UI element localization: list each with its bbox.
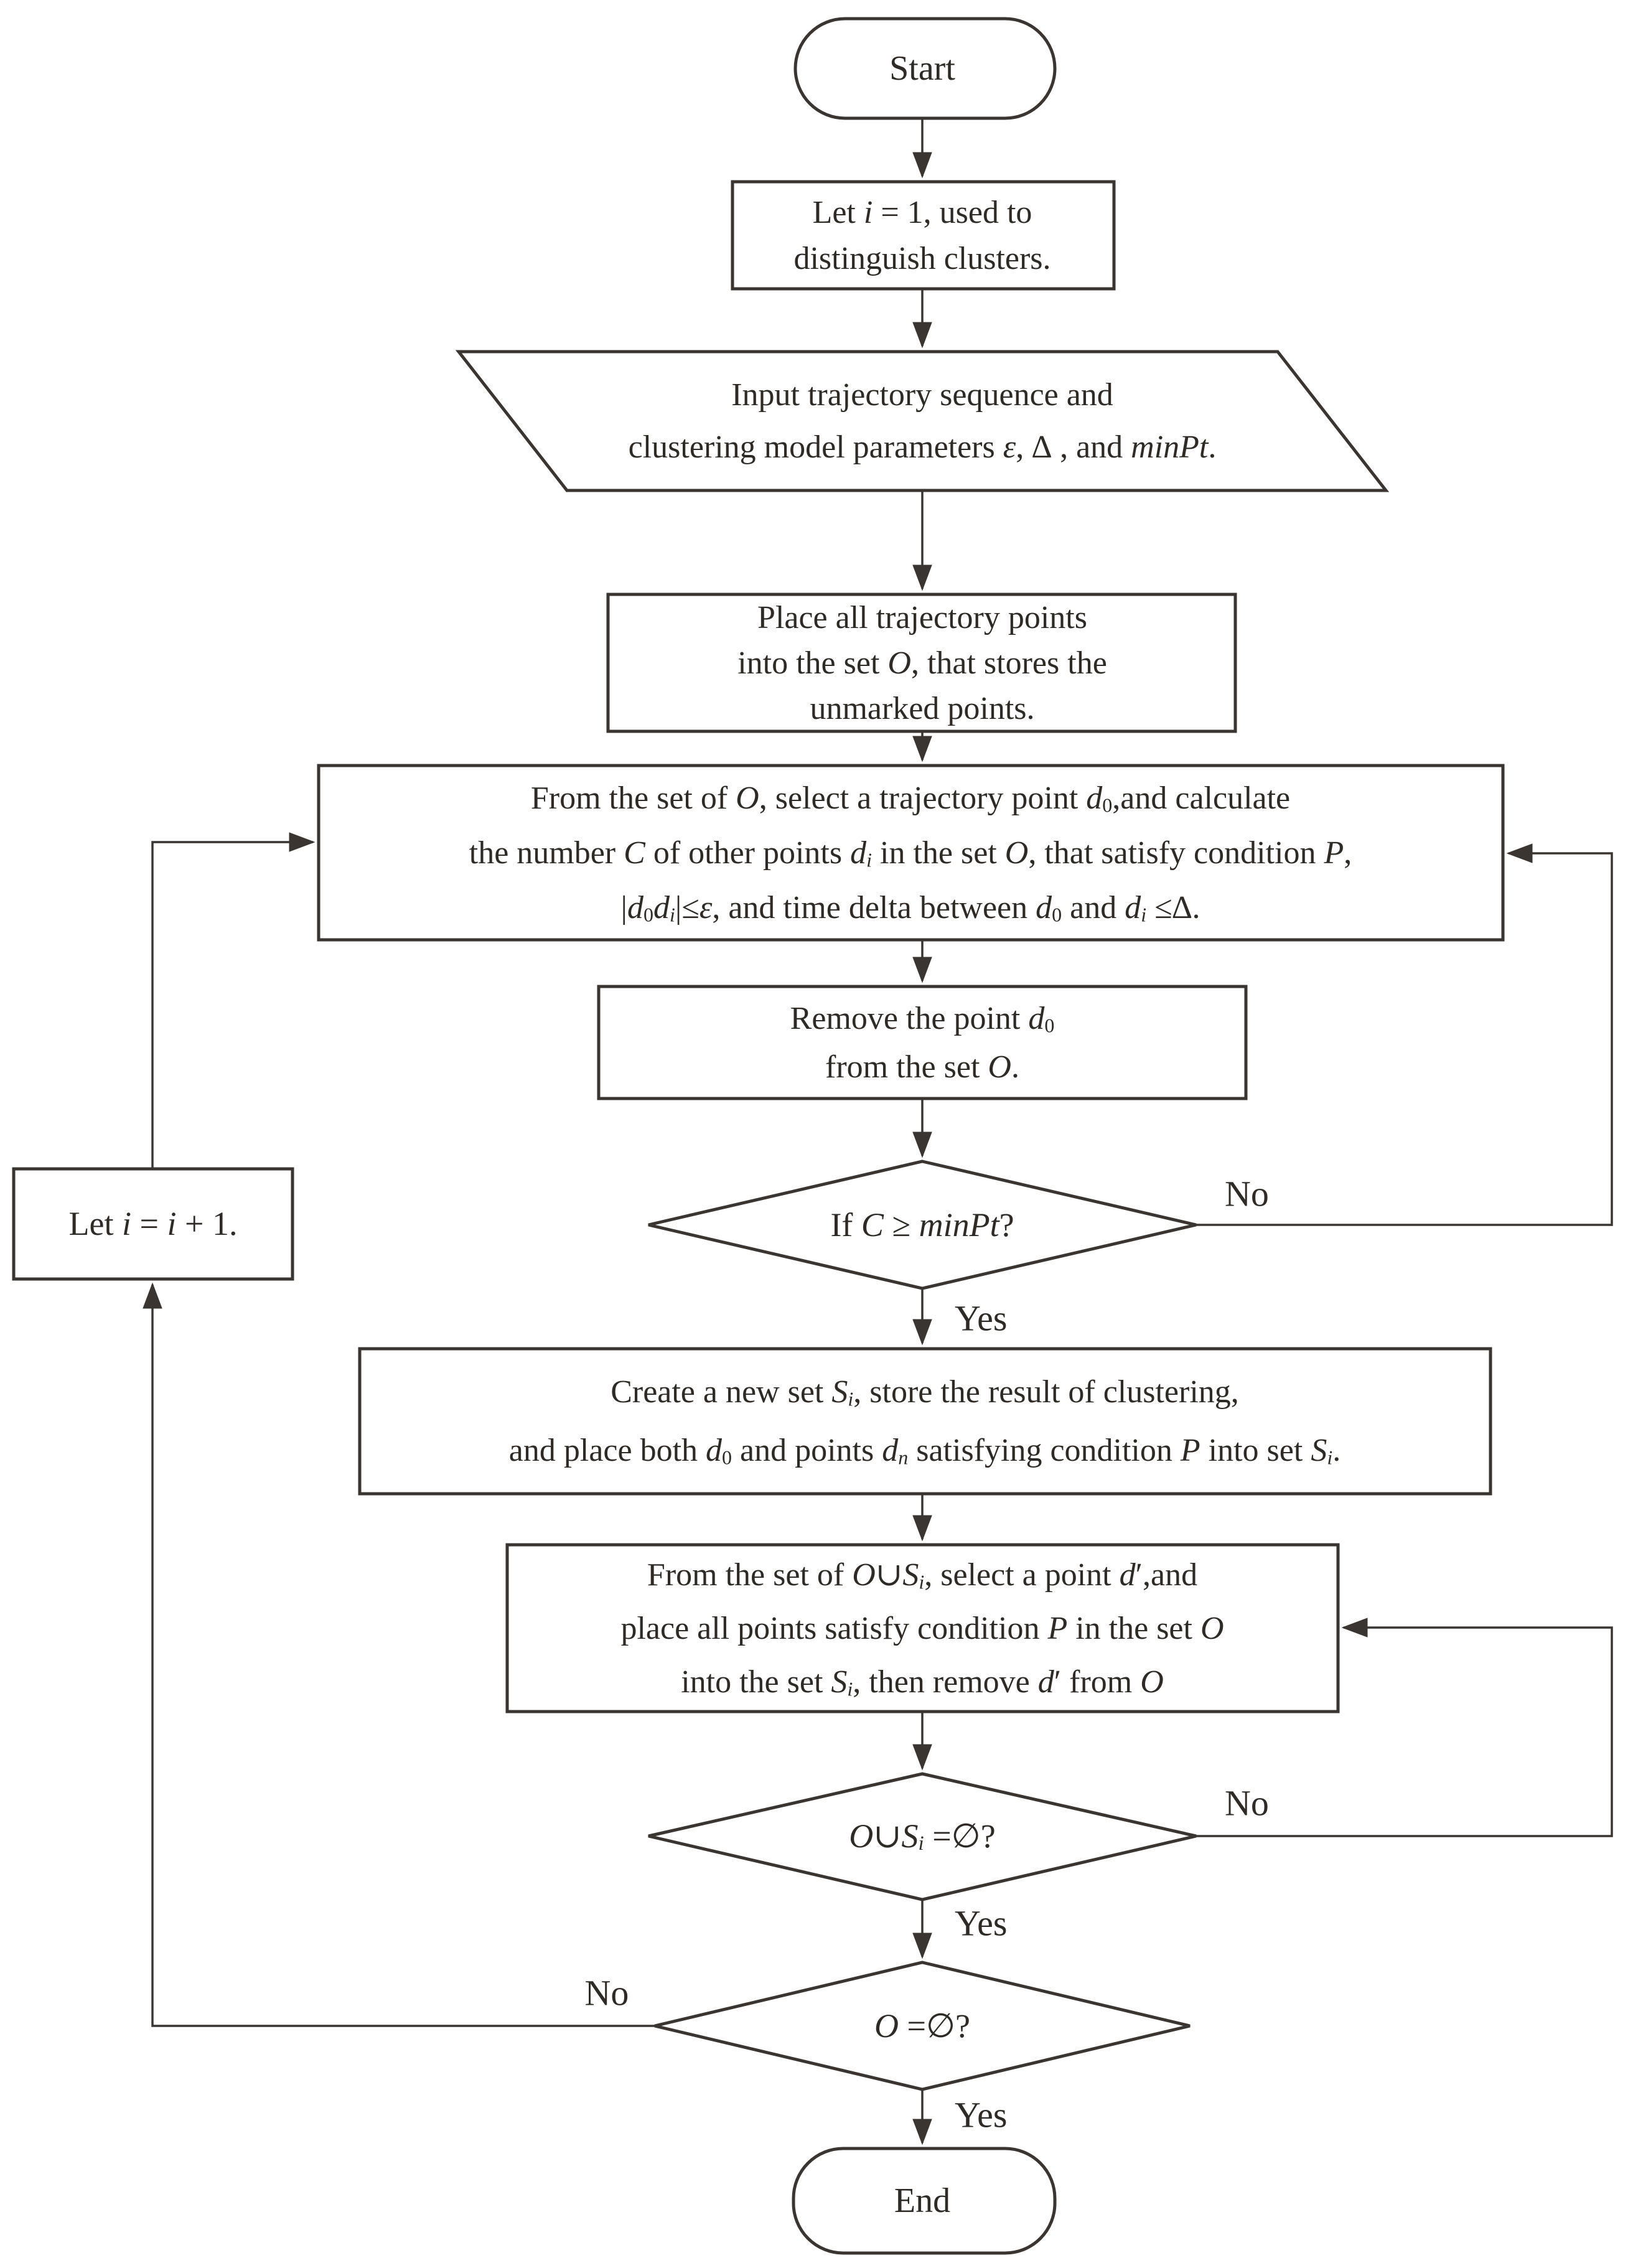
- input-label: Input trajectory sequence and clustering model parameters ε, ∆ , and minPt.: [628, 377, 1217, 465]
- union-yes-label: Yes: [955, 1903, 1008, 1944]
- create-box: [360, 1349, 1490, 1494]
- increment-label: Let i = i + 1.: [68, 1205, 238, 1242]
- input-parallelogram: [459, 352, 1386, 490]
- shapes: [14, 19, 1503, 2253]
- init-label: Let i = 1, used to distinguish clusters.: [793, 194, 1051, 276]
- end-label: End: [894, 2181, 951, 2220]
- o-no-label: No: [584, 1972, 629, 2013]
- remove-label: Remove the point $d_0$ from the set O.: [790, 1000, 1055, 1085]
- minpt-decision-label: If C ≥ minPt?: [830, 1206, 1014, 1244]
- start-label: Start: [889, 49, 955, 88]
- place-label: Place all trajectory points into the set O, that stores the unmarked points.: [737, 599, 1107, 726]
- o-yes-label: Yes: [955, 2094, 1008, 2135]
- expand-label: From the set of $O\cup S_i$, select a point d′,and place all points satisfy condition P in the set O into the set $S_i$, then remove d′ from O: [620, 1557, 1224, 1700]
- create-label: Create a new set $S_i$, store the result of clustering, and place both $d_0$ and points $d_n$ satisfying condition P into set $S_i$.: [508, 1374, 1341, 1469]
- minpt-yes-label: Yes: [955, 1298, 1008, 1339]
- union-no-label: No: [1225, 1783, 1269, 1824]
- minpt-no-label: No: [1225, 1173, 1269, 1214]
- union-decision-label: $O\cup S_i$ =∅?: [849, 1817, 996, 1855]
- select-label: From the set of O, select a trajectory point $d_0,and$ calculate the number C of other points $d_i$ in the set O, that satisfy condition P, $|d_0d_i|\le\varepsilon$, and time delta between $d_0$ and $d_i$ ≤∆.: [469, 780, 1352, 926]
- o-decision-label: O =∅?: [874, 2007, 970, 2045]
- loop-increment-to-select: [152, 842, 313, 1169]
